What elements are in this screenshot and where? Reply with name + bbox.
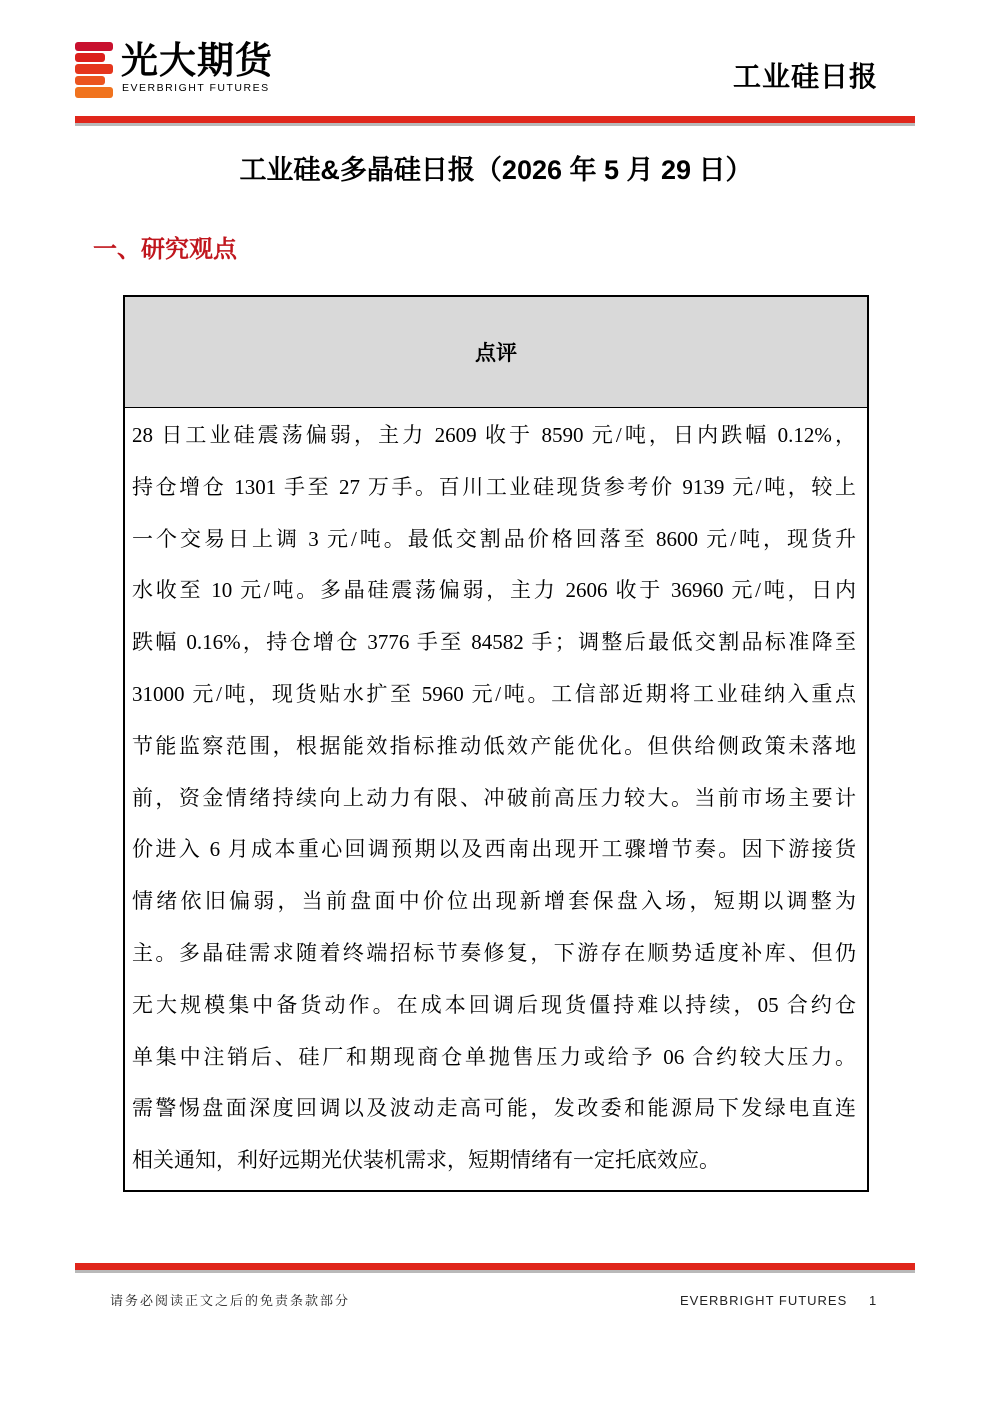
comment-table xyxy=(123,295,869,1192)
everbright-logo-icon xyxy=(75,42,113,98)
page-number: 1 xyxy=(869,1293,877,1308)
table-header-cell xyxy=(125,297,867,408)
comment-line: 主。多晶硅需求随着终端招标节奏修复，下游存在顺势适度补库、但仍 xyxy=(132,940,856,965)
comment-line: 一个交易日上调 3 元/吨。最低交割品价格回落至 8600 元/吨，现货升 xyxy=(132,526,856,551)
comment-line: 28 日工业硅震荡偏弱，主力 2609 收于 8590 元/吨，日内跌幅 0.12%， xyxy=(132,423,856,447)
comment-line: 相关通知，利好远期光伏装机需求，短期情绪有一定托底效应。 xyxy=(132,1148,720,1173)
comment-line: 跌幅 0.16%，持仓增仓 3776 手至 84582 手；调整后最低交割品标准降至 xyxy=(132,630,856,655)
comment-line: 无大规模集中备货动作。在成本回调后现货僵持难以持续，05 合约仓 xyxy=(132,992,856,1017)
comment-line: 需警惕盘面深度回调以及波动走高可能，发改委和能源局下发绿电直连 xyxy=(132,1096,856,1121)
header-divider xyxy=(75,116,915,126)
comment-line: 单集中注销后、硅厂和期现商仓单抛售压力或给予 06 合约较大压力。 xyxy=(132,1044,856,1069)
section-heading: 一、研究观点 xyxy=(93,236,237,263)
logo-wordmark-en: EVERBRIGHT FUTURES xyxy=(122,82,270,94)
footer-divider xyxy=(75,1263,915,1273)
comment-line: 持仓增仓 1301 手至 27 万手。百川工业硅现货参考价 9139 元/吨，较上 xyxy=(132,474,856,499)
comment-line: 情绪依旧偏弱，当前盘面中价位出现新增套保盘入场，短期以调整为 xyxy=(132,889,856,914)
document-title: 工业硅&多晶硅日报（2026 年 5 月 29 日） xyxy=(239,155,753,185)
report-type-label: 工业硅日报 xyxy=(732,61,878,92)
comment-line: 节能监察范围，根据能效指标推动低效产能优化。但供给侧政策未落地 xyxy=(132,733,856,758)
comment-line: 水收至 10 元/吨。多晶硅震荡偏弱，主力 2606 收于 36960 元/吨，日内 xyxy=(132,578,856,603)
comment-line: 31000 元/吨，现货贴水扩至 5960 元/吨。工信部近期将工业硅纳入重点 xyxy=(132,681,856,706)
comment-line: 价进入 6 月成本重心回调预期以及西南出现开工骤增节奏。因下游接货 xyxy=(132,837,856,862)
footer-disclaimer: 请务必阅读正文之后的免责条款部分 xyxy=(110,1293,351,1308)
table-header-label: 点评 xyxy=(475,342,517,365)
table-body-cell xyxy=(125,408,867,1187)
comment-line: 前，资金情绪持续向上动力有限、冲破前高压力较大。当前市场主要计 xyxy=(132,785,856,810)
footer-brand: EVERBRIGHT FUTURES xyxy=(680,1293,848,1308)
logo-wordmark-cn: 光大期货 xyxy=(121,40,273,81)
